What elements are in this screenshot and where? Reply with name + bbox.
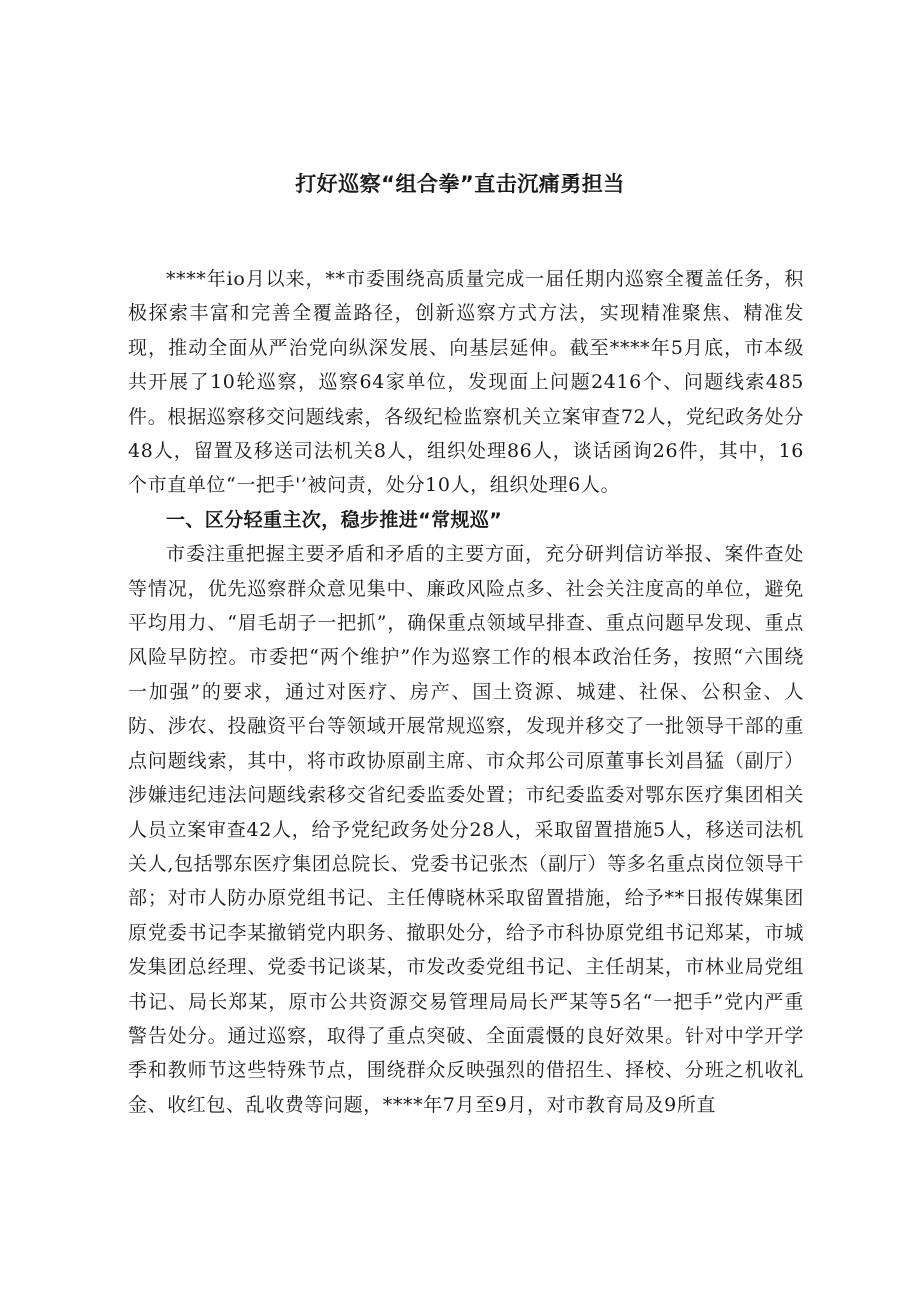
section-paragraph: 市委注重把握主要矛盾和矛盾的主要方面，充分研判信访举报、案件查处等情况，优先巡察群众意见集中、廉政风险点多、社会关注度高的单位，避免平均用力、“眉毛胡子一把抓”，确保重点领域早排查、重点问题早发现、重点风险早防控。市委把“两个维护”作为巡察工作的根本政治任务，按照“六围绕一加强”的要求，通过对医疗、房产、国土资源、城建、社保、公积金、人防、涉农、投融资平台等领域开展常规巡察，发现并移交了一批领导干部的重点问题线索，其中，将市政协原副主席、市众邦公司原董事长刘昌猛（副厅）涉嫌违纪违法问题线索移交省纪委监委处置；市纪委监委对鄂东医疗集团相关人员立案审查42人，给予党纪政务处分28人，采取留置措施5人，移送司法机关人,包括鄂东医疗集团总院长、党委书记张杰（副厅）等多名重点岗位领导干部；对市人防办原党组书记、主任傅晓林采取留置措施，给予**日报传媒集团原党委书记李某撤销党内职务、撤职处分，给予市科协原党组书记郑某，市城发集团总经理、党委书记谈某，市发改委党组书记、主任胡某，市林业局党组书记、局长郑某，原市公共资源交易管理局局长严某等5名“一把手”党内严重警告处分。通过巡察，取得了重点突破、全面震慑的良好效果。针对中学开学季和教师节这些特殊节点，围绕群众反映强烈的借招生、择校、分班之机收礼金、收红包、乱收费等问题，****年7月至9月，对市教育局及9所直 [128,543,804,1116]
intro-paragraph: ****年io月以来，**市委围绕高质量完成一届任期内巡察全覆盖任务，积极探索丰富和完善全覆盖路径，创新巡察方式方法，实现精准聚焦、精准发现，推动全面从严治党向纵深发展、向基层延伸。截至****年5月底，市本级共开展了10轮巡察，巡察64家单位，发现面上问题2416个、问题线索485件。根据巡察移交问题线索，各级纪检监察机关立案审查72人，党纪政务处分48人，留置及移送司法机关8人，组织处理86人，谈话函询26件，其中，16个市直单位“一把手'’被问责，处分10人，组织处理6人。 [128,268,804,497]
section-heading: 一、区分轻重主次，稳步推进“常规巡” [166,508,503,531]
document-body [128,262,804,1122]
document-title: 打好巡察“组合拳”直击沉痛勇担当 [295,172,625,196]
